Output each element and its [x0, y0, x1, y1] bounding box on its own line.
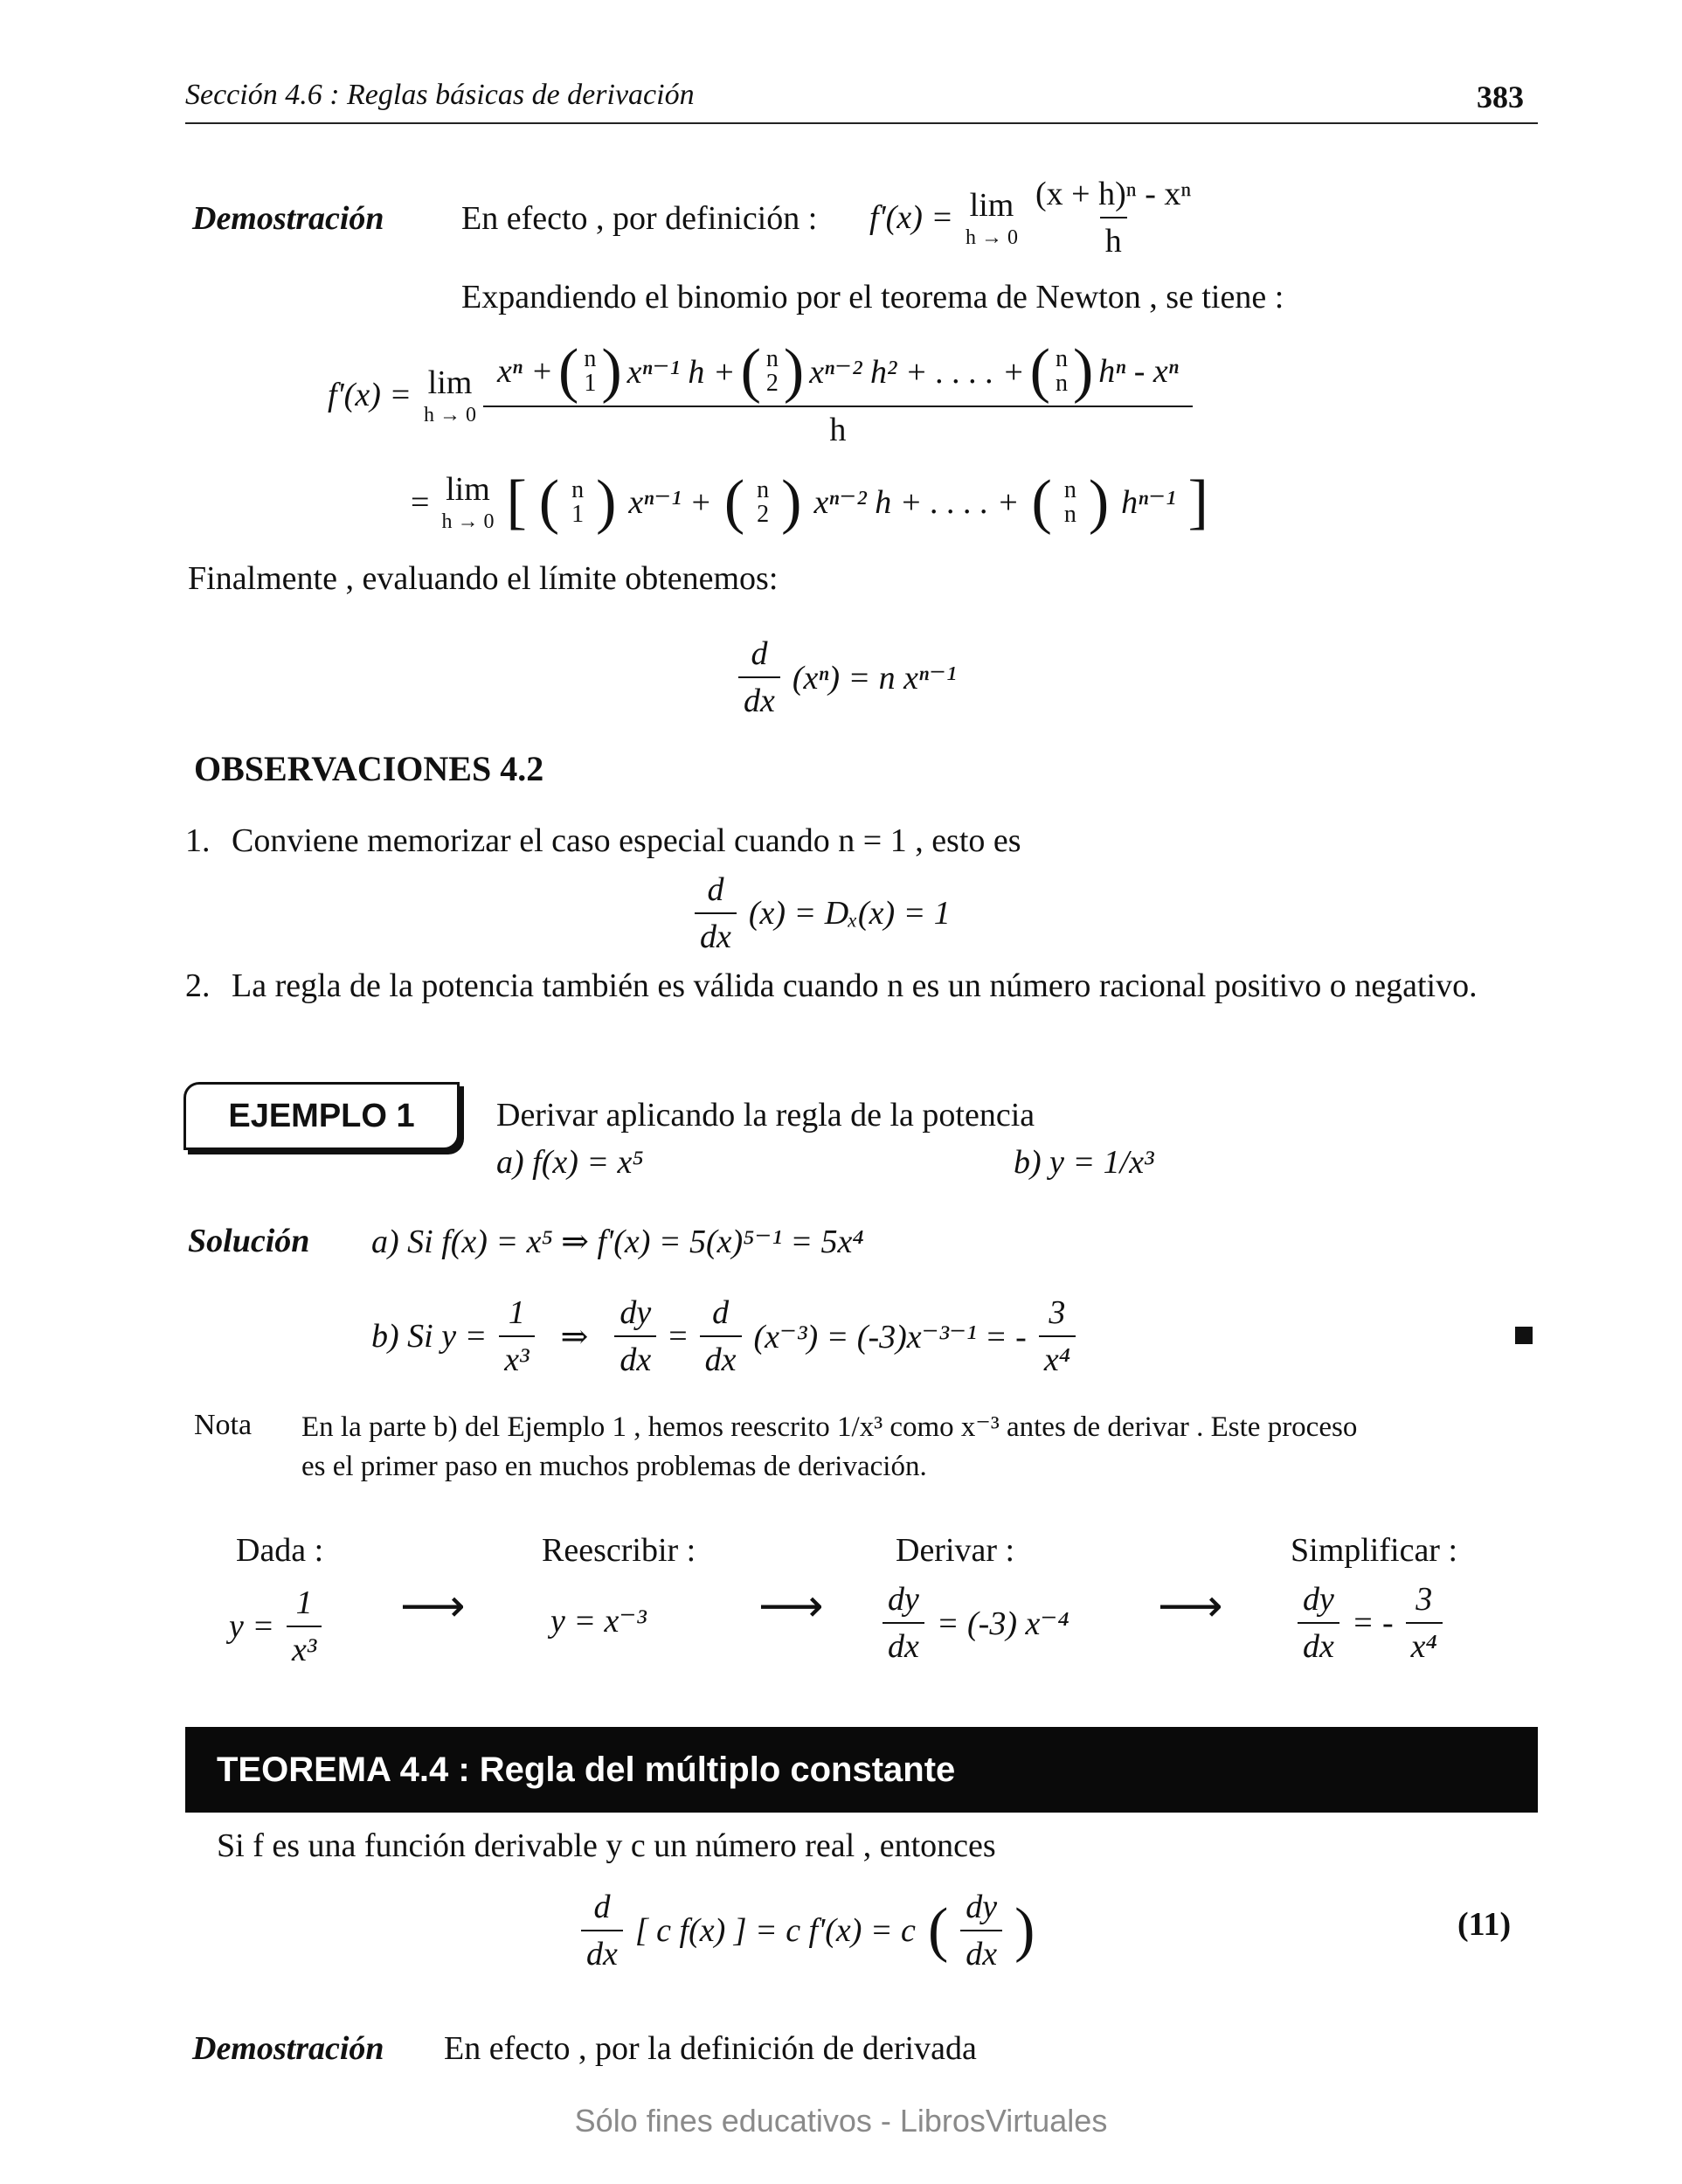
ejemplo-prompt: Derivar aplicando la regla de la potencia — [496, 1097, 1035, 1134]
obs-item1-text: Conviene memorizar el caso especial cuando n = 1 , esto es — [232, 822, 1021, 859]
step-dada-formula: y = $\frac{1}{\text{x³}}$ — [229, 1584, 322, 1669]
step-derivar-formula: $\frac{dy}{dx}$ = (-3) x⁻⁴ — [883, 1580, 1069, 1666]
term-4: hⁿ - xⁿ — [1098, 353, 1179, 390]
theorem-ddx: $\frac{d}{dx}$ — [581, 1888, 623, 1973]
solucion-b — [371, 1293, 1076, 1379]
expand-text: Expandiendo el binomio por el teorema de Newton , se tiene : — [461, 279, 1284, 315]
step-reescribir-title: Reescribir : — [542, 1532, 696, 1569]
observaciones-title: OBSERVACIONES 4.2 — [194, 749, 544, 788]
obs-item1-formula — [695, 870, 951, 956]
d-dx: $\frac{d}{dx}$ — [738, 634, 780, 720]
header-rule — [185, 122, 1538, 124]
derivative-definition — [869, 175, 1196, 260]
sol-b-dydx: $\frac{dy}{dx}$ — [614, 1293, 656, 1379]
proof-intro: En efecto , por definición : — [461, 200, 818, 237]
ejemplo-badge: EJEMPLO 1 — [183, 1082, 460, 1150]
proof2-text: En efecto , por la definición de derivada — [444, 2030, 977, 2067]
bracket-open: [ — [506, 468, 527, 536]
paren-close: ) — [601, 337, 622, 405]
nota-label: Nota — [194, 1409, 253, 1441]
power-rule-result — [738, 634, 956, 720]
step-simplificar-formula: $\frac{dy}{dx}$ = - $\frac{3}{\text{x⁴}}$ — [1298, 1580, 1443, 1666]
ejemplo-part-b: b) y = 1/x³ — [1014, 1144, 1154, 1181]
step-simp-frac2: $\frac{3}{\text{x⁴}}$ — [1406, 1580, 1443, 1666]
ejemplo-part-a: a) f(x) = x⁵ — [496, 1144, 644, 1181]
binom-n1-b: n 1 — [571, 475, 585, 528]
proof2-label: Demostración — [192, 2030, 384, 2067]
binom-n1: n 1 — [584, 345, 597, 397]
binom-nn: n n — [1055, 345, 1068, 397]
fprime-lhs: f'(x) = — [869, 199, 954, 236]
d-dx-2: $\frac{d}{dx}$ — [695, 870, 737, 956]
page-number: 383 — [1477, 80, 1524, 114]
step-simplificar-title: Simplificar : — [1291, 1532, 1458, 1569]
obs-formula-rhs: (x) = Dₓ(x) = 1 — [748, 895, 951, 932]
dq-numerator: (x + h)ⁿ - xⁿ — [1035, 176, 1192, 212]
equation-number: (11) — [1457, 1906, 1512, 1943]
step-derivar-title: Derivar : — [896, 1532, 1015, 1569]
lim-text-2: lim — [427, 364, 473, 401]
arrow-icon-3: ⟶ — [1158, 1580, 1223, 1633]
sol-b-ddx: $\frac{d}{dx}$ — [700, 1293, 742, 1379]
fprime-lhs-2: f'(x) = — [328, 377, 412, 413]
step-derivar-frac: $\frac{dy}{dx}$ — [883, 1580, 924, 1666]
term-xn: xⁿ + — [497, 353, 553, 390]
sol-b-frac3: $\frac{3}{\text{x⁴}}$ — [1039, 1293, 1076, 1379]
difference-quotient — [1030, 175, 1196, 260]
theorem-formula-mid: [ c f(x) ] = c f'(x) = c — [634, 1912, 916, 1949]
step-simp-frac1: $\frac{dy}{dx}$ — [1298, 1580, 1339, 1666]
nota-line1: En la parte b) del Ejemplo 1 , hemos reescrito 1/x³ como x⁻³ antes de derivar . Este proceso — [301, 1411, 1358, 1443]
lim-sub-2: h → 0 — [424, 403, 477, 426]
theorem-formula: $\frac{d}{dx}$ [ c f(x) ] = c f'(x) = c ( $\frac{dy}{dx}$ ) — [581, 1888, 1035, 1973]
bracket-close: ] — [1187, 468, 1208, 536]
theorem-title-bar — [185, 1727, 1538, 1813]
theorem-title: TEOREMA 4.4 : Regla del múltiplo constante — [217, 1750, 956, 1789]
end-of-solution-square — [1515, 1327, 1533, 1344]
term-b3: hⁿ⁻¹ — [1121, 484, 1176, 521]
solucion-a: a) Si f(x) = x⁵ ⇒ f'(x) = 5(x)⁵⁻¹ = 5x⁴ — [371, 1224, 864, 1260]
obs-item2-text: La regla de la potencia también es válida cuando n es un número racional positivo o negativo. — [232, 967, 1478, 1004]
step-dada-title: Dada : — [236, 1532, 324, 1569]
limit-op — [966, 186, 1018, 250]
term-2: xⁿ⁻¹ h + — [626, 353, 736, 391]
step-dada-frac: $\frac{1}{\text{x³}}$ — [287, 1584, 322, 1669]
binom-n2: n 2 — [765, 345, 779, 397]
sol-b-implies: ⇒ — [560, 1318, 589, 1355]
expansion-denominator: h — [483, 406, 1193, 449]
sol-b-prefix: b) Si y = — [371, 1318, 488, 1355]
obs-item1-number: 1. — [185, 822, 211, 859]
expansion-fraction — [488, 337, 1187, 449]
theorem-dydx: $\frac{dy}{dx}$ — [960, 1888, 1002, 1973]
lim-text: lim — [969, 186, 1014, 224]
expansion-numerator: xⁿ + ( n 1 ) xⁿ⁻¹ h + ( n 2 ) xⁿ⁻² h² + . . . . + ( n n ) hⁿ - xⁿ — [497, 337, 1179, 405]
proof-label: Demostración — [192, 200, 384, 237]
paren-open: ( — [558, 337, 579, 405]
step-reescribir-formula: y = x⁻³ — [550, 1603, 647, 1640]
term-3: xⁿ⁻² h² + . . . . + — [809, 353, 1025, 391]
arrow-icon-1: ⟶ — [400, 1580, 466, 1633]
limit-op-3: lim h → 0 — [441, 471, 495, 533]
theorem-statement: Si f es una función derivable y c un número real , entonces — [217, 1827, 996, 1864]
obs-item2-number: 2. — [185, 967, 211, 1004]
running-header: Sección 4.6 : Reglas básicas de derivación — [185, 79, 695, 111]
binom-nn-b: n n — [1063, 475, 1076, 528]
binom-n2-b: n 2 — [757, 475, 770, 528]
term-b1: xⁿ⁻¹ + — [628, 484, 712, 521]
term-b2: xⁿ⁻² h + . . . . + — [813, 484, 1020, 521]
eq-sign: = — [411, 483, 430, 521]
sol-b-frac1: $\frac{1}{\text{x³}}$ — [499, 1293, 534, 1379]
finally-text: Finalmente , evaluando el límite obtenemos: — [188, 560, 779, 597]
arrow-icon-2: ⟶ — [758, 1580, 824, 1633]
solucion-label: Solución — [188, 1223, 310, 1259]
footer-watermark: Sólo fines educativos - LibrosVirtuales — [574, 2103, 1108, 2139]
lim-sub: h → 0 — [966, 225, 1019, 249]
expanded-limit: = lim h → 0 [ ( n 1 ) xⁿ⁻¹ + ( n 2 ) xⁿ⁻² h + . . . . + ( n n ) hⁿ⁻¹ ] — [411, 468, 1208, 536]
sol-b-eq: = — [668, 1318, 688, 1355]
binomial-expansion — [328, 337, 1187, 449]
power-rule-rhs: (xⁿ) = n xⁿ⁻¹ — [792, 659, 957, 697]
limit-op-2 — [424, 364, 476, 427]
dq-denominator: h — [1100, 217, 1127, 260]
sol-b-mid: (x⁻³) = (-3)x⁻³⁻¹ = - — [753, 1318, 1027, 1355]
nota-line2: es el primer paso en muchos problemas de derivación. — [301, 1451, 927, 1482]
